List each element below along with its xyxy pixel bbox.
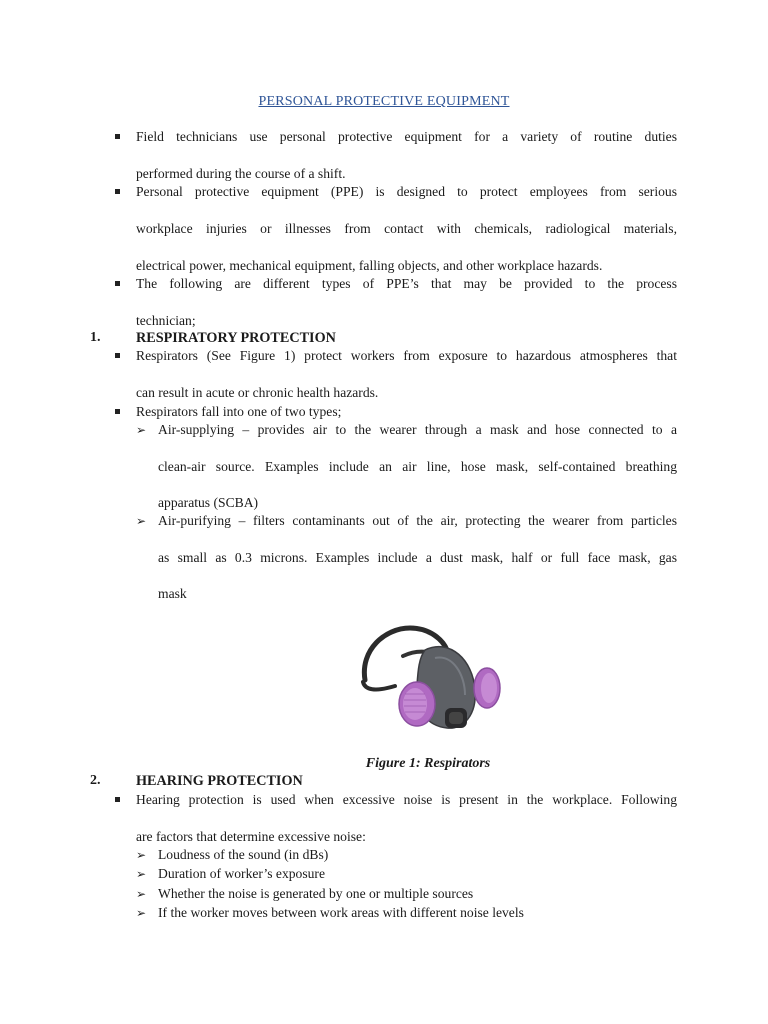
section-1-sub-2-line-2: as small as 0.3 microns. Examples include a dust mask, half or full face mask, gas <box>158 550 677 565</box>
arrow-bullet-icon: ➢ <box>136 906 147 920</box>
list-item: Duration of worker’s exposure <box>158 866 325 881</box>
square-bullet-icon <box>115 353 120 358</box>
list-item: Loudness of the sound (in dBs) <box>158 847 329 862</box>
section-2-bullet-1-line-2: are factors that determine excessive noise: <box>136 829 366 844</box>
section-1-sub-1-line-1: Air-supplying – provides air to the wearer through a mask and hose connected to a <box>158 422 677 437</box>
respirator-figure <box>355 620 505 740</box>
intro-bullet-3-line-1: The following are different types of PPE’s that may be provided to the process <box>136 276 677 291</box>
square-bullet-icon <box>115 134 120 139</box>
intro-bullet-2-line-3: electrical power, mechanical equipment, falling objects, and other workplace hazards. <box>136 258 603 273</box>
section-1-sub-1-line-2: clean-air source. Examples include an air line, hose mask, self-contained breathing <box>158 459 677 474</box>
list-item: If the worker moves between work areas with different noise levels <box>158 905 524 920</box>
section-2-heading: HEARING PROTECTION <box>136 773 303 789</box>
intro-bullet-2-line-1: Personal protective equipment (PPE) is designed to protect employees from serious <box>136 184 677 199</box>
intro-bullet-1-line-1: Field technicians use personal protective equipment for a variety of routine duties <box>136 129 677 144</box>
arrow-bullet-icon: ➢ <box>136 867 147 881</box>
section-1-bullet-1-line-2: can result in acute or chronic health hazards. <box>136 385 379 400</box>
section-1-heading: RESPIRATORY PROTECTION <box>136 330 336 346</box>
section-1-sub-1-line-3: apparatus (SCBA) <box>158 495 259 510</box>
section-1-sub-2-line-1: Air-purifying – filters contaminants out of the air, protecting the wearer from particles <box>158 513 677 528</box>
square-bullet-icon <box>115 797 120 802</box>
section-1-sub-2-line-3: mask <box>158 586 187 601</box>
list-item: Whether the noise is generated by one or multiple sources <box>158 886 474 901</box>
intro-bullet-1-line-2: performed during the course of a shift. <box>136 166 346 181</box>
intro-bullet-2-line-2: workplace injuries or illnesses from contact with chemicals, radiological materials, <box>136 221 677 236</box>
square-bullet-icon <box>115 281 120 286</box>
arrow-bullet-icon: ➢ <box>136 848 147 862</box>
intro-bullet-3-line-2: technician; <box>136 313 196 328</box>
section-2-number: 2. <box>90 773 101 788</box>
arrow-bullet-icon: ➢ <box>136 887 147 901</box>
figure-caption: Figure 1: Respirators <box>365 756 491 771</box>
square-bullet-icon <box>115 189 120 194</box>
section-2-bullet-1-line-1: Hearing protection is used when excessive noise is present in the workplace. Following <box>136 792 677 807</box>
arrow-bullet-icon: ➢ <box>136 514 147 528</box>
square-bullet-icon <box>115 409 120 414</box>
arrow-bullet-icon: ➢ <box>136 423 147 437</box>
section-1-number: 1. <box>90 330 101 345</box>
page-title: PERSONAL PROTECTIVE EQUIPMENT <box>258 94 510 109</box>
section-1-bullet-1-line-1: Respirators (See Figure 1) protect workers from exposure to hazardous atmospheres that <box>136 348 677 363</box>
section-1-bullet-2: Respirators fall into one of two types; <box>136 404 342 419</box>
